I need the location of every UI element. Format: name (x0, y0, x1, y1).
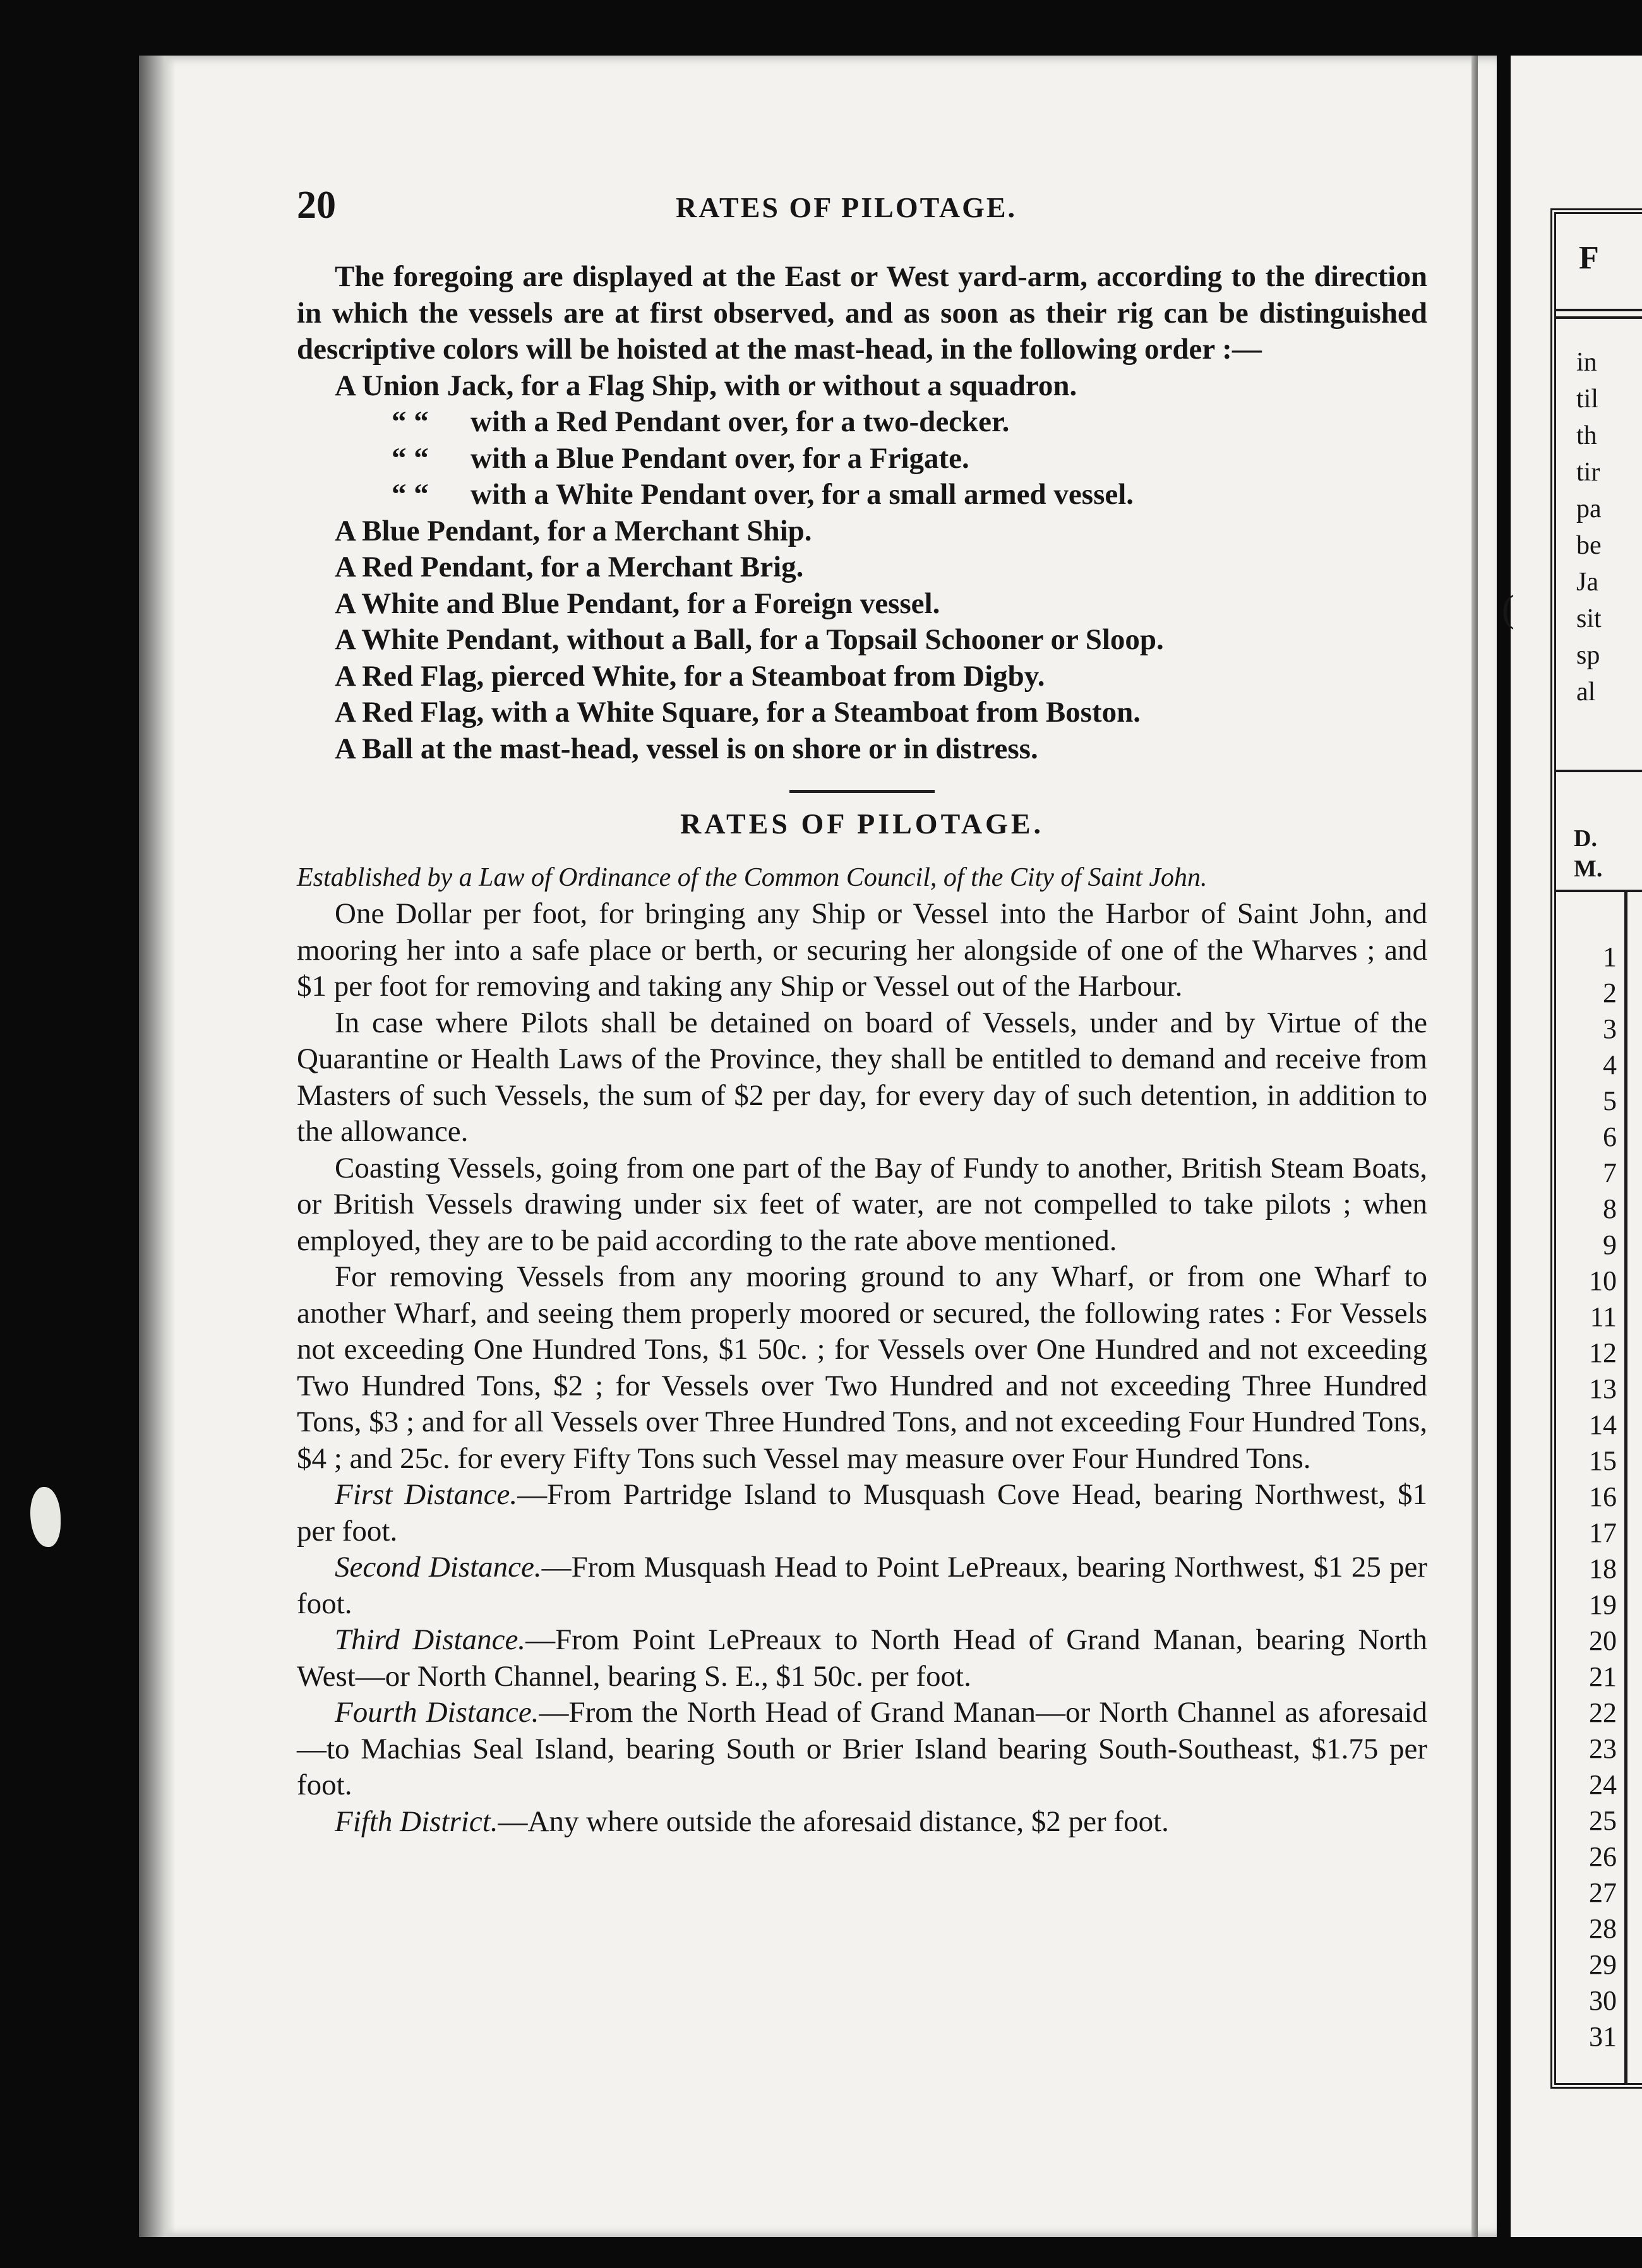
running-title: RATES OF PILOTAGE. (676, 191, 1017, 224)
adjacent-day-number: 11 (1590, 1301, 1617, 1332)
adjacent-day-number: 25 (1589, 1805, 1617, 1836)
signal-item-text: with a Red Pendant over, for a two-decker. (470, 405, 1010, 438)
signal-item: A White Pendant, without a Ball, for a Topsail Schooner or Sloop. (335, 623, 1164, 656)
adjacent-day-number: 7 (1603, 1157, 1617, 1188)
section-title: RATES OF PILOTAGE. (680, 808, 1045, 840)
distance-paragraph (297, 1804, 1427, 1841)
signal-item: A White and Blue Pendant, for a Foreign vessel. (335, 587, 940, 620)
page-number: 20 (297, 184, 336, 227)
pilotage-paragraph: One Dollar per foot, for bringing any Ship or Vessel into the Harbor of Saint John, and mooring her into a safe place or berth, or securing her alongside of one of the Wharves ; and $1 per foot for removing and taking any Ship or Vessel out of the Harbour. (297, 897, 1427, 1003)
adjacent-day-number: 3 (1603, 1013, 1617, 1044)
adjacent-day-number: 28 (1589, 1913, 1617, 1944)
adjacent-day-number: 13 (1589, 1373, 1617, 1404)
distance-label: Fourth Distance. (335, 1696, 539, 1729)
signal-item: A Red Flag, pierced White, for a Steamboat from Digby. (335, 659, 1045, 693)
distance-label: Fifth District. (335, 1805, 498, 1838)
adjacent-text-fragment: tir (1576, 458, 1600, 487)
adjacent-text-fragment: in (1576, 348, 1597, 377)
adjacent-text-fragment: pa (1576, 494, 1602, 523)
pilotage-paragraph: In case where Pilots shall be detained on board of Vessels, under and by Virtue of the Quarantine or Health Laws of the Province, they shall be entitled to demand and receive from Masters of such Vessels, the sum of $2 per day, for every day of such detention, in addition to the allowance. (297, 1006, 1427, 1148)
ditto-mark: “ “ (392, 441, 429, 475)
adjacent-day-number: 26 (1589, 1841, 1617, 1872)
adjacent-calendar-table (1550, 208, 1642, 2089)
adjacent-day-number: 31 (1589, 2021, 1617, 2052)
page-text (297, 259, 1427, 1840)
signal-item: A Red Pendant, for a Merchant Brig. (335, 551, 804, 583)
adjacent-rule (1556, 770, 1642, 772)
section-subtitle: Established by a Law of Ordinance of the Common Council, of the City of Saint John. (297, 862, 1208, 892)
adjacent-day-number: 30 (1589, 1985, 1617, 2016)
adjacent-day-number: 12 (1589, 1337, 1617, 1368)
adjacent-dm-header (1574, 823, 1602, 884)
adjacent-day-number: 17 (1589, 1517, 1617, 1548)
adjacent-text-fragment: sp (1576, 641, 1600, 670)
pilotage-paragraph: Coasting Vessels, going from one part of the Bay of Fundy to another, British Steam Boats, or British Vessels drawing under six feet of water, are not compelled to take pilots ; when employed, they are to be paid according to the rate above mentioned. (297, 1151, 1427, 1257)
binding-shadow (139, 56, 176, 2237)
adjacent-day-number: 8 (1603, 1193, 1617, 1224)
adjacent-day-number: 1 (1603, 941, 1617, 972)
signal-item (297, 404, 1427, 441)
adjacent-text-fragment: be (1576, 531, 1602, 560)
adjacent-paren: ( (1502, 588, 1514, 630)
adjacent-day-number: 2 (1603, 977, 1617, 1008)
page-gutter (1471, 56, 1478, 2237)
scan-artifact (30, 1487, 61, 1547)
section-divider (789, 790, 935, 793)
distance-paragraph (297, 1549, 1427, 1622)
pilotage-paragraph: For removing Vessels from any mooring ground to any Wharf, or from one Wharf to another Wharf, and seeing them properly moored or secured, the following rates : For Vessels not exceeding One Hundred Tons, $1 50c. ; for Vessels over One Hundred and not exceeding Two Hundred Tons, $2 ; for Vessels over Two Hundred and not exceeding Three Hundred Tons, $3 ; and for all Vessels over Three Hundred Tons, and not exceeding Four Hundred Tons, $4 ; and 25c. for every Fifty Tons such Vessel may measure over Four Hundred Tons. (297, 1260, 1427, 1475)
signal-item: A Blue Pendant, for a Merchant Ship. (335, 514, 812, 547)
signal-item: A Ball at the mast-head, vessel is on shore or in distress. (335, 732, 1038, 765)
adjacent-day-number: 14 (1589, 1409, 1617, 1440)
adjacent-day-number: 18 (1589, 1553, 1617, 1584)
adjacent-m-label: M. (1574, 856, 1603, 882)
adjacent-column-line (1624, 890, 1627, 2083)
adjacent-day-number: 15 (1589, 1445, 1617, 1476)
distance-label: Second Distance. (335, 1551, 542, 1584)
signal-item (297, 477, 1427, 513)
page-header (297, 183, 1427, 234)
distance-text: —Any where outside the aforesaid distance, $2 per foot. (498, 1805, 1169, 1838)
adjacent-text-fragment: til (1576, 385, 1599, 414)
adjacent-day-number: 5 (1603, 1085, 1617, 1116)
ditto-mark: “ “ (392, 405, 429, 438)
distance-text: —From Musquash Head to Point LePreaux, bearing Northwest, $1 25 per foot. (297, 1551, 1427, 1620)
signal-item-text: with a White Pendant over, for a small armed vessel. (470, 478, 1134, 511)
adjacent-text-fragment: al (1576, 677, 1596, 707)
adjacent-heading-letter: F (1579, 240, 1599, 276)
adjacent-day-number: 10 (1589, 1265, 1617, 1296)
signal-item: A Union Jack, for a Flag Ship, with or without a squadron. (335, 369, 1077, 402)
adjacent-rule (1556, 309, 1642, 311)
adjacent-day-number: 27 (1589, 1877, 1617, 1908)
signals-intro: The foregoing are displayed at the East or West yard-arm, according to the direction in which the vessels are at first observed, and as soon as their rig can be distinguished descriptive colors will be hoisted at the mast-head, in the following order :— (297, 260, 1427, 366)
distance-label: First Distance. (335, 1478, 518, 1511)
signal-item-text: with a Blue Pendant over, for a Frigate. (470, 441, 969, 475)
adjacent-day-number: 16 (1589, 1481, 1617, 1512)
adjacent-day-number: 21 (1589, 1661, 1617, 1692)
adjacent-day-number: 6 (1603, 1121, 1617, 1152)
adjacent-day-number: 29 (1589, 1949, 1617, 1980)
adjacent-rule (1556, 316, 1642, 319)
distance-paragraph (297, 1695, 1427, 1804)
adjacent-text-fragment: Ja (1576, 568, 1598, 597)
adjacent-day-number: 22 (1589, 1697, 1617, 1728)
adjacent-day-number: 9 (1603, 1229, 1617, 1260)
adjacent-day-number: 23 (1589, 1733, 1617, 1764)
distance-text: —From Point LePreaux to North Head of Grand Manan, bearing North West—or North Channel, bearing S. E., $1 50c. per foot. (297, 1623, 1427, 1693)
adjacent-day-number: 19 (1589, 1589, 1617, 1620)
distance-text: —From the North Head of Grand Manan—or North Channel as aforesaid—to Machias Seal Island, bearing South or Brier Island bearing South-Southeast, $1.75 per foot. (297, 1696, 1427, 1801)
adjacent-rule (1556, 890, 1642, 892)
ditto-mark: “ “ (392, 478, 429, 511)
signal-item (297, 441, 1427, 477)
signal-item: A Red Flag, with a White Square, for a Steamboat from Boston. (335, 696, 1141, 729)
adjacent-d-label: D. (1574, 825, 1597, 852)
distance-label: Third Distance. (335, 1623, 526, 1656)
distance-text: —From Partridge Island to Musquash Cove Head, bearing Northwest, $1 per foot. (297, 1478, 1428, 1548)
adjacent-day-number: 20 (1589, 1625, 1617, 1656)
distance-paragraph (297, 1477, 1427, 1549)
adjacent-text-fragment: th (1576, 421, 1597, 450)
adjacent-text-fragment: sit (1576, 604, 1602, 633)
signal-list (297, 368, 1427, 768)
adjacent-day-number: 4 (1603, 1049, 1617, 1080)
distance-paragraph (297, 1622, 1427, 1695)
adjacent-day-number: 24 (1589, 1769, 1617, 1800)
